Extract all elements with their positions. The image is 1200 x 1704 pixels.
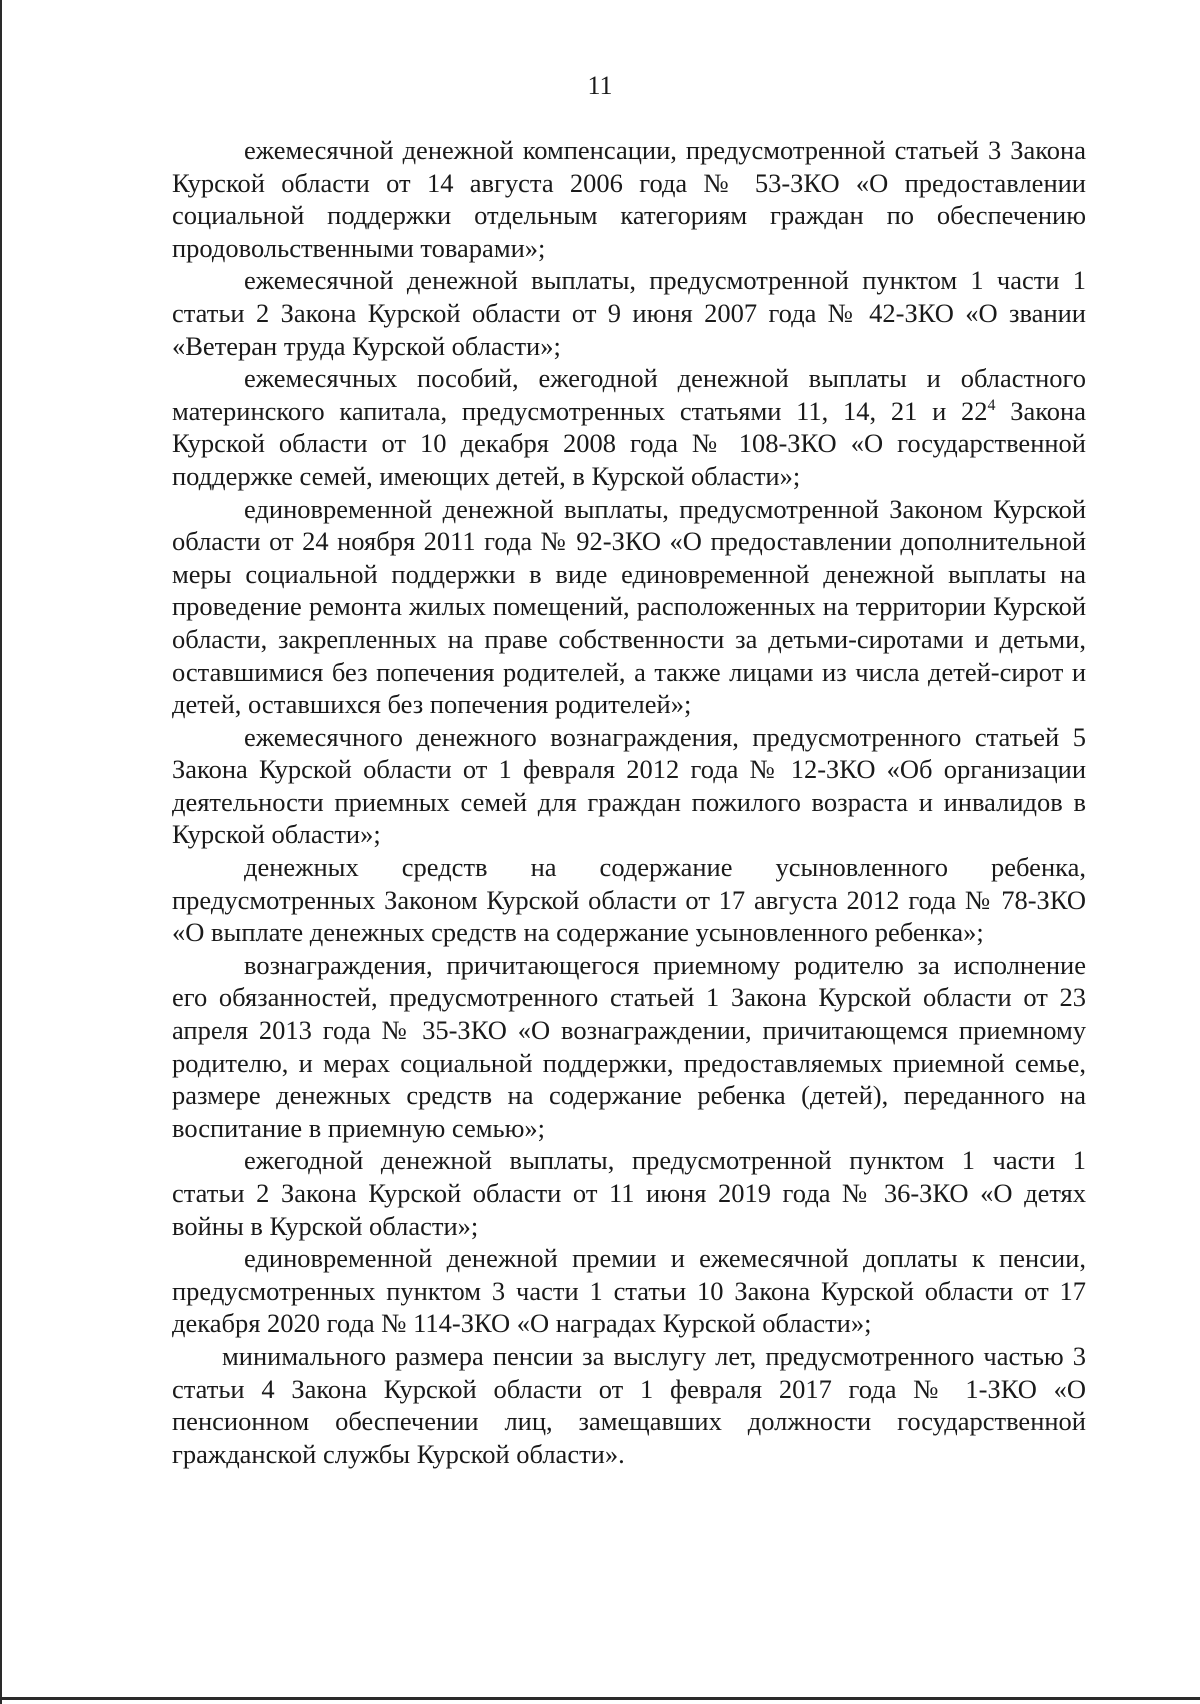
scan-left-edge — [0, 0, 2, 1704]
paragraph-9: единовременной денежной премии и ежемесячной доплаты к пенсии, предусмотренных пунктом 3 части 1 статьи 10 Закона Курской области от 17 декабря 2020 года № 114-ЗКО «О наградах Курской области»; — [172, 1243, 1086, 1339]
paragraph-8: ежегодной денежной выплаты, предусмотренной пунктом 1 части 1 статьи 2 Закона Курской области от 11 июня 2019 года № 36-ЗКО «О детях войны в Курской области»; — [172, 1145, 1086, 1241]
paragraph-6: денежных средств на содержание усыновленного ребенка, предусмотренных Законом Курской области от 17 августа 2012 года № 78-ЗКО «О выплате денежных средств на содержание усыновленного ребенка»; — [172, 852, 1086, 948]
page-number: 11 — [587, 71, 613, 100]
paragraph-7: вознаграждения, причитающегося приемному родителю за исполнение его обязанностей, предусмотренного статьей 1 Закона Курской области от 23 апреля 2013 года № 35-ЗКО «О вознаграждении, причитающемся приемному родителю, и мерах социальной поддержки, предоставляемых приемной семье, размере денежных средств на содержание ребенка (детей), переданного на воспитание в приемную семью»; — [172, 949, 1086, 1143]
paragraph-3-text-before: ежемесячных пособий, ежегодной денежной выплаты и областного материнского капитала, предусмотренных статьями 11, 14, 21 и 22 — [172, 363, 1086, 426]
paragraph-4: единовременной денежной выплаты, предусмотренной Законом Курской области от 24 ноября 2011 года № 92-ЗКО «О предоставлении дополнительной меры социальной поддержки в виде единовременной денежной выплаты на проведение ремонта жилых помещений, расположенных на территории Курской области, закрепленных на праве собственности за детьми-сиротами и детьми, оставшимися без попечения родителей, а также лицами из числа детей-сирот и детей, оставшихся без попечения родителей»; — [172, 493, 1086, 720]
scan-bottom-edge — [0, 1697, 1200, 1700]
paragraph-10: минимального размера пенсии за выслугу лет, предусмотренного частью 3 статьи 4 Закона Курской области от 1 февраля 2017 года № 1-ЗКО «О пенсионном обеспечении лиц, замещавших должности государственной гражданской службы Курской области». — [172, 1340, 1086, 1469]
document-body — [172, 134, 1086, 1470]
paragraph-1: ежемесячной денежной компенсации, предусмотренной статьей 3 Закона Курской области от 14 августа 2006 года № 53-ЗКО «О предоставлении социальной поддержки отдельным категориям граждан по обеспечению продовольственными товарами»; — [172, 135, 1086, 263]
paragraph-5: ежемесячного денежного вознаграждения, предусмотренного статьей 5 Закона Курской области от 1 февраля 2012 года № 12-ЗКО «Об организации деятельности приемных семей для граждан пожилого возраста и инвалидов в Курской области»; — [172, 721, 1086, 850]
superscript-4: 4 — [987, 396, 996, 414]
paragraph-3-text-after: Закона Курской области от 10 декабря 2008 года № 108-ЗКО «О государственной поддержке семей, имеющих детей, в Курской области»; — [172, 395, 1086, 491]
paragraph-3 — [172, 362, 1086, 492]
paragraph-2: ежемесячной денежной выплаты, предусмотренной пунктом 1 части 1 статьи 2 Закона Курской области от 9 июня 2007 года № 42-ЗКО «О звании «Ветеран труда Курской области»; — [172, 265, 1086, 361]
